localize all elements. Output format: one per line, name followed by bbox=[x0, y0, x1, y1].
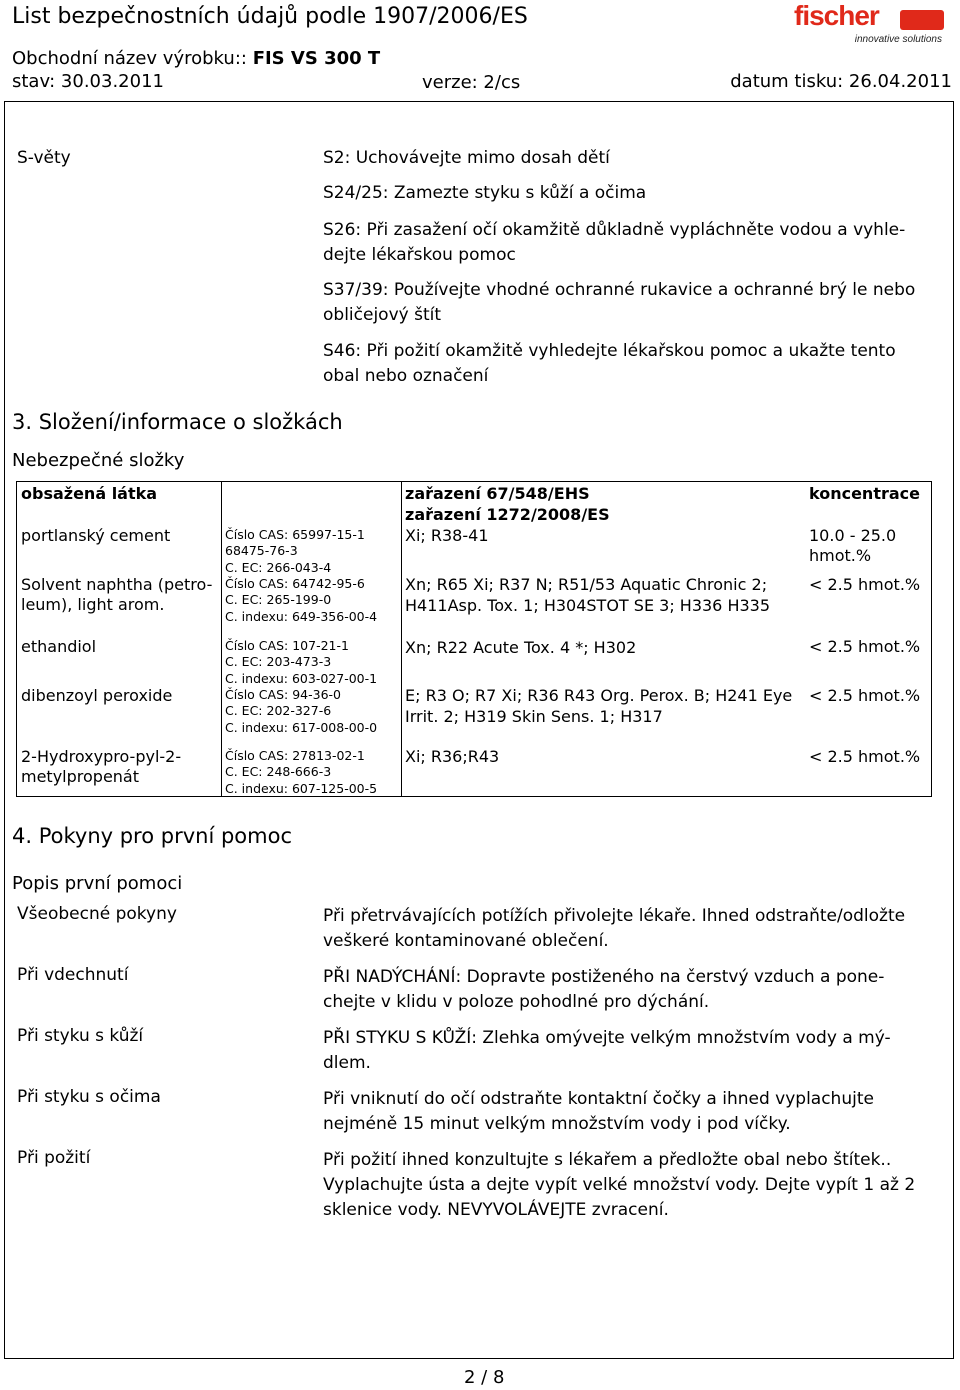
substance-name: 2-Hydroxypro-pyl-2-metylpropenát bbox=[21, 747, 182, 786]
substance-id: Číslo CAS: 94-36-0 bbox=[225, 687, 341, 702]
substance-name: Solvent naphtha (petro-leum), light arom. bbox=[21, 575, 213, 614]
document-title: List bezpečnostních údajů podle 1907/2006/ES bbox=[12, 4, 528, 29]
fischer-logo bbox=[794, 0, 944, 46]
logo-tagline: innovative solutions bbox=[854, 34, 942, 45]
substance-id: C. EC: 248-666-3 bbox=[225, 764, 332, 779]
substance-id: C. EC: 203-473-3 bbox=[225, 654, 332, 669]
product-name: FIS VS 300 T bbox=[252, 48, 381, 69]
section-4-subtitle: Popis první pomoci bbox=[12, 873, 183, 894]
status-date: stav: 30.03.2011 bbox=[12, 71, 164, 92]
table-divider bbox=[401, 481, 402, 797]
substance-id: Číslo CAS: 107-21-1 bbox=[225, 638, 349, 653]
logo-mark-icon bbox=[900, 10, 944, 30]
header-substance: obsažená látka bbox=[21, 484, 158, 503]
substance-id: C. EC: 266-043-4 bbox=[225, 560, 332, 575]
product-line bbox=[12, 48, 380, 69]
logo-wordmark: fischer bbox=[794, 0, 879, 31]
header-class-1272-2008: zařazení 1272/2008/ES bbox=[405, 505, 610, 524]
substance-id: C. EC: 265-199-0 bbox=[225, 592, 332, 607]
header-concentration: koncentrace bbox=[809, 484, 920, 503]
substance-name: ethandiol bbox=[21, 637, 97, 656]
s-phrases-label: S-věty bbox=[17, 148, 71, 168]
first-aid-text: Při vniknutí do očí odstraňte kontaktní čočky a ihned vyplachujte nejméně 15 minut velkým množstvím vody i pod víčky. bbox=[323, 1089, 874, 1134]
first-aid-label: Při požití bbox=[17, 1148, 91, 1168]
substance-id: C. indexu: 607-125-00-5 bbox=[225, 781, 378, 796]
first-aid-label: Všeobecné pokyny bbox=[17, 904, 177, 924]
substance-id: Číslo CAS: 27813-02-1 bbox=[225, 748, 365, 763]
first-aid-text: Při požití ihned konzultujte s lékařem a předložte obal nebo štítek.. Vyplachujte ústa a dejte vypít velké množství vody. Dejte vypít 1 až 2 sklenice vody. NEVYVOLÁVEJTE zvracení. bbox=[323, 1150, 916, 1220]
section-3-subtitle: Nebezpečné složky bbox=[12, 450, 185, 471]
substance-id: C. indexu: 603-027-00-1 bbox=[225, 671, 378, 686]
concentration: 10.0 - 25.0 hmot.% bbox=[809, 526, 897, 565]
classification: Xi; R38-41 bbox=[405, 526, 489, 545]
hazardous-components-table bbox=[16, 481, 932, 797]
section-3-title: 3. Složení/informace o složkách bbox=[12, 410, 343, 434]
substance-name: portlanský cement bbox=[21, 526, 171, 545]
first-aid-label: Při vdechnutí bbox=[17, 965, 129, 985]
first-aid-text: PŘI STYKU S KŮŽÍ: Zlehka omývejte velkým množstvím vody a mý-dlem. bbox=[323, 1028, 891, 1073]
substance-id: 68475-76-3 bbox=[225, 543, 298, 558]
classification: E; R3 O; R7 Xi; R36 R43 Org. Perox. B; H241 Eye Irrit. 2; H319 Skin Sens. 1; H317 bbox=[405, 686, 793, 726]
classification: Xi; R36;R43 bbox=[405, 747, 500, 766]
page-number: 2 / 8 bbox=[464, 1367, 505, 1388]
section-4-title: 4. Pokyny pro první pomoc bbox=[12, 824, 292, 848]
first-aid-text: PŘI NADÝCHÁNÍ: Dopravte postiženého na čerstvý vzduch a pone-chejte v klidu v poloze pohodlné pro dýchání. bbox=[323, 967, 885, 1012]
classification: Xn; R65 Xi; R37 N; R51/53 Aquatic Chronic 2; H411Asp. Tox. 1; H304STOT SE 3; H336 H335 bbox=[405, 575, 771, 615]
substance-id: Číslo CAS: 64742-95-6 bbox=[225, 576, 365, 591]
substance-id: Číslo CAS: 65997-15-1 bbox=[225, 527, 365, 542]
concentration: < 2.5 hmot.% bbox=[809, 637, 921, 656]
first-aid-label: Při styku s kůží bbox=[17, 1026, 144, 1046]
s-phrase-item: S24/25: Zamezte styku s kůží a očima bbox=[323, 183, 647, 203]
first-aid-label: Při styku s očima bbox=[17, 1087, 161, 1107]
version: verze: 2/cs bbox=[422, 72, 521, 93]
substance-name: dibenzoyl peroxide bbox=[21, 686, 173, 705]
header-class-67-548: zařazení 67/548/EHS bbox=[405, 484, 590, 503]
table-divider bbox=[221, 481, 222, 797]
product-label: Obchodní název výrobku:: bbox=[12, 48, 253, 69]
concentration: < 2.5 hmot.% bbox=[809, 686, 921, 705]
s-phrase-item: S2: Uchovávejte mimo dosah dětí bbox=[323, 148, 610, 168]
concentration: < 2.5 hmot.% bbox=[809, 747, 921, 766]
substance-id: C. indexu: 617-008-00-0 bbox=[225, 720, 378, 735]
classification: Xn; R22 Acute Tox. 4 *; H302 bbox=[405, 638, 637, 657]
s-phrase-item: S37/39: Používejte vhodné ochranné rukavice a ochranné brý le nebo obličejový štít bbox=[323, 280, 916, 325]
s-phrase-item: S46: Při požití okamžitě vyhledejte lékařskou pomoc a ukažte tento obal nebo označení bbox=[323, 341, 896, 386]
concentration: < 2.5 hmot.% bbox=[809, 575, 921, 594]
first-aid-text: Při přetrvávajících potížích přivolejte lékaře. Ihned odstraňte/odložte veškeré kontaminované oblečení. bbox=[323, 906, 906, 951]
substance-id: C. indexu: 649-356-00-4 bbox=[225, 609, 378, 624]
s-phrase-item: S26: Při zasažení očí okamžitě důkladně vypláchněte vodou a vyhle-dejte lékařskou pomoc bbox=[323, 220, 906, 265]
print-date: datum tisku: 26.04.2011 bbox=[730, 71, 952, 92]
substance-id: C. EC: 202-327-6 bbox=[225, 703, 332, 718]
